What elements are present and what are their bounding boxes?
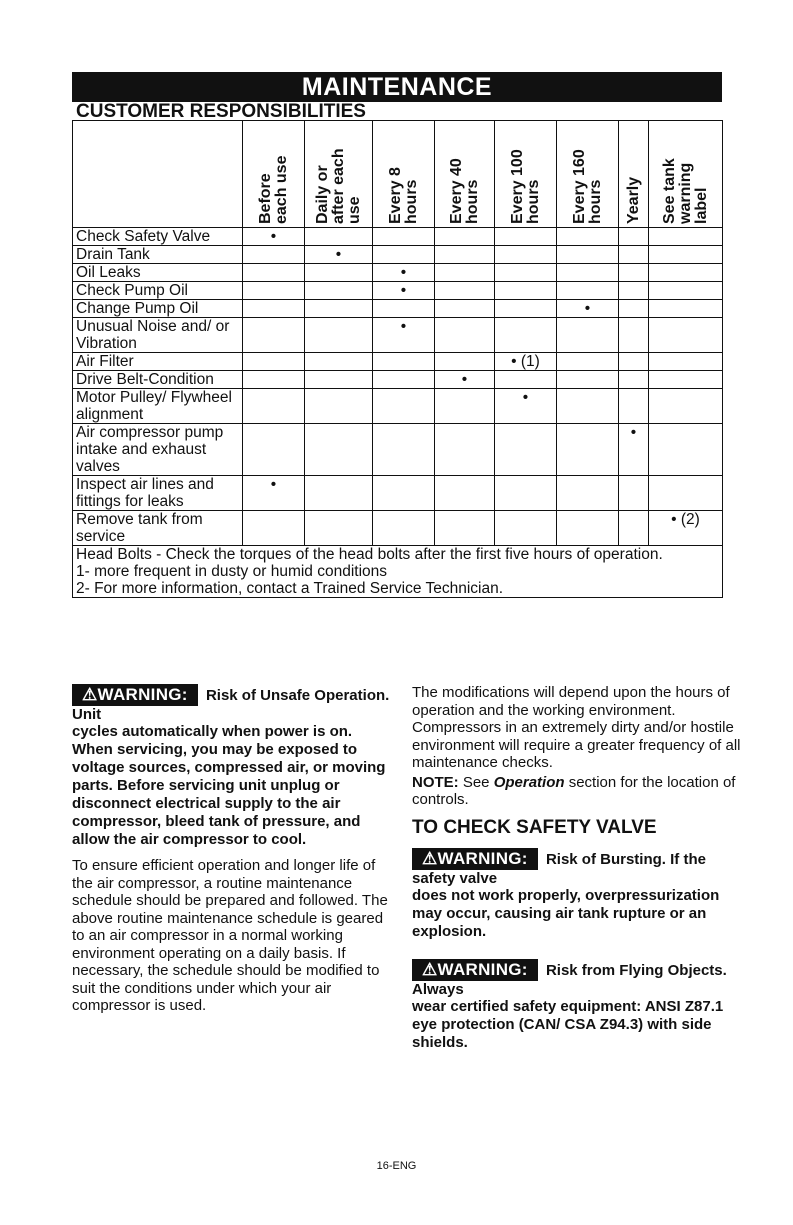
schedule-mark (649, 371, 723, 389)
schedule-mark (619, 511, 649, 546)
schedule-mark (557, 476, 619, 511)
schedule-mark (435, 282, 495, 300)
table-row (73, 389, 723, 424)
schedule-mark: • (1) (495, 353, 557, 371)
schedule-mark (649, 228, 723, 246)
schedule-mark (557, 318, 619, 353)
schedule-mark (649, 476, 723, 511)
right-column (412, 684, 742, 1052)
schedule-mark (619, 476, 649, 511)
schedule-mark: • (305, 246, 373, 264)
warning-bursting-body: does not work properly, overpressurization may occur, causing air tank rupture or an explosion. (412, 887, 720, 940)
table-row (73, 300, 723, 318)
table-row (73, 318, 723, 353)
schedule-mark (495, 371, 557, 389)
schedule-mark (373, 424, 435, 476)
schedule-mark (495, 476, 557, 511)
schedule-mark (305, 476, 373, 511)
schedule-mark (649, 264, 723, 282)
task-cell: Unusual Noise and/ or Vibration (73, 318, 243, 353)
schedule-mark (305, 264, 373, 282)
schedule-mark (495, 264, 557, 282)
warning-badge: ⚠WARNING: (412, 959, 538, 981)
schedule-mark (557, 282, 619, 300)
operation-link: Operation (493, 773, 565, 791)
schedule-mark (305, 300, 373, 318)
task-cell: Check Safety Valve (73, 228, 243, 246)
schedule-mark (649, 318, 723, 353)
schedule-mark (373, 228, 435, 246)
schedule-mark (305, 389, 373, 424)
task-cell: Remove tank from service (73, 511, 243, 546)
column-header (619, 121, 649, 228)
task-cell: Drive Belt-Condition (73, 371, 243, 389)
schedule-mark (435, 353, 495, 371)
column-header (305, 121, 373, 228)
schedule-mark (435, 246, 495, 264)
left-column (72, 684, 392, 1015)
schedule-mark (495, 318, 557, 353)
table-row (73, 511, 723, 546)
schedule-mark (557, 511, 619, 546)
schedule-mark (305, 282, 373, 300)
column-header (435, 121, 495, 228)
warning-flying-objects-body: wear certified safety equipment: ANSI Z87.1 eye protection (CAN/ CSA Z94.3) with side shields. (412, 998, 724, 1051)
warning-unsafe-operation-body: cycles automatically when power is on. When servicing, you may be exposed to voltage sources, compressed air, or moving parts. Before servicing unit unplug or disconnect electrical supply to the air compressor, bleed tank of pressure, and allow the air compressor to cool. (72, 723, 386, 848)
table-note-row (73, 580, 723, 598)
modifications-paragraph: The modifications will depend upon the hours of operation and the working environment. Compressors in an extremely dirty and/or hostile environment will require a greater frequency of all maintenance checks. (412, 684, 741, 771)
schedule-mark (243, 353, 305, 371)
note-pre: See (458, 773, 494, 791)
schedule-mark (243, 246, 305, 264)
column-header-label: Every 40 hours (447, 158, 481, 224)
schedule-mark (305, 228, 373, 246)
section-subtitle: CUSTOMER RESPONSIBILITIES (76, 101, 366, 122)
column-header (243, 121, 305, 228)
column-header-label: Before each use (256, 155, 290, 224)
note-label: NOTE: (412, 773, 459, 791)
schedule-mark (435, 476, 495, 511)
schedule-mark (619, 353, 649, 371)
schedule-mark (495, 424, 557, 476)
schedule-mark (243, 389, 305, 424)
schedule-mark (243, 371, 305, 389)
schedule-mark (619, 300, 649, 318)
schedule-mark (495, 246, 557, 264)
schedule-mark (373, 476, 435, 511)
table-row (73, 476, 723, 511)
schedule-mark (649, 282, 723, 300)
schedule-mark (373, 353, 435, 371)
schedule-mark: • (243, 476, 305, 511)
task-cell: Air compressor pump intake and exhaust valves (73, 424, 243, 476)
column-header (557, 121, 619, 228)
schedule-header-row (73, 121, 723, 228)
column-header-label: Every 8 hours (386, 167, 420, 224)
schedule-mark (649, 300, 723, 318)
note-post: section for the location of controls. (412, 773, 736, 808)
table-row (73, 282, 723, 300)
schedule-mark (305, 318, 373, 353)
schedule-mark (435, 318, 495, 353)
schedule-mark (435, 511, 495, 546)
schedule-mark (243, 424, 305, 476)
schedule-mark (435, 264, 495, 282)
maintenance-paragraph: To ensure efficient operation and longer life of the air compressor, a routine maintenance schedule should be prepared and followed. The above routine maintenance schedule is geared to an air compressor in a normal working environment operating on a daily basis. If necessary, the schedule should be modified to suit the conditions under which your air compressor is used. (72, 857, 388, 1014)
warning-badge: ⚠WARNING: (412, 848, 538, 870)
table-note-row (73, 546, 723, 564)
schedule-mark (373, 371, 435, 389)
schedule-mark (649, 353, 723, 371)
schedule-mark: • (373, 318, 435, 353)
maintenance-banner: MAINTENANCE (72, 72, 722, 102)
schedule-mark: • (557, 300, 619, 318)
schedule-mark: • (2) (649, 511, 723, 546)
schedule-mark (619, 246, 649, 264)
column-header-label: Daily or after each use (313, 148, 363, 224)
schedule-mark (373, 389, 435, 424)
task-cell: Air Filter (73, 353, 243, 371)
warning-bursting-head: Risk of Bursting. If the safety valve (412, 851, 706, 887)
column-header (649, 121, 723, 228)
schedule-mark (619, 264, 649, 282)
column-header-label: Yearly (624, 176, 642, 224)
schedule-mark (243, 511, 305, 546)
schedule-mark: • (495, 389, 557, 424)
task-cell: Inspect air lines and fittings for leaks (73, 476, 243, 511)
schedule-mark (435, 389, 495, 424)
table-note: 2- For more information, contact a Trained Service Technician. (73, 580, 723, 598)
schedule-mark (557, 246, 619, 264)
schedule-mark (435, 424, 495, 476)
schedule-mark (557, 264, 619, 282)
task-cell: Oil Leaks (73, 264, 243, 282)
schedule-mark (619, 282, 649, 300)
schedule-mark (649, 389, 723, 424)
column-header-label: Every 100 hours (508, 149, 542, 224)
task-cell: Change Pump Oil (73, 300, 243, 318)
schedule-mark (495, 282, 557, 300)
schedule-mark (305, 353, 373, 371)
schedule-mark (373, 511, 435, 546)
column-header (495, 121, 557, 228)
schedule-mark (495, 511, 557, 546)
column-header-label: Every 160 hours (570, 149, 604, 224)
table-row (73, 246, 723, 264)
schedule-mark (305, 371, 373, 389)
schedule-mark (243, 282, 305, 300)
column-header-label: See tank warning label (660, 158, 710, 224)
task-cell: Motor Pulley/ Flywheel alignment (73, 389, 243, 424)
schedule-mark (557, 228, 619, 246)
schedule-mark (619, 228, 649, 246)
table-row (73, 424, 723, 476)
table-row (73, 228, 723, 246)
warning-flying-objects-head: Risk from Flying Objects. Always (412, 962, 727, 998)
task-cell: Drain Tank (73, 246, 243, 264)
schedule-mark: • (243, 228, 305, 246)
schedule-mark (619, 389, 649, 424)
table-note-row (73, 563, 723, 580)
schedule-mark (649, 246, 723, 264)
schedule-mark (243, 318, 305, 353)
schedule-mark (373, 300, 435, 318)
warning-unsafe-operation-head: Risk of Unsafe Operation. Unit (72, 687, 390, 723)
schedule-mark (495, 300, 557, 318)
page-number: 16-ENG (376, 1160, 417, 1172)
schedule-mark (243, 300, 305, 318)
table-row (73, 264, 723, 282)
schedule-mark (495, 228, 557, 246)
schedule-mark: • (435, 371, 495, 389)
table-row (73, 371, 723, 389)
schedule-mark (373, 246, 435, 264)
schedule-mark (243, 264, 305, 282)
schedule-mark (557, 371, 619, 389)
schedule-mark (619, 318, 649, 353)
schedule-mark (435, 228, 495, 246)
table-note: 1- more frequent in dusty or humid conditions (73, 563, 723, 580)
schedule-mark: • (619, 424, 649, 476)
check-safety-valve-title: TO CHECK SAFETY VALVE (412, 816, 657, 838)
schedule-mark: • (373, 264, 435, 282)
schedule-mark (557, 353, 619, 371)
schedule-mark (305, 511, 373, 546)
schedule-mark (435, 300, 495, 318)
schedule-mark: • (373, 282, 435, 300)
schedule-mark (557, 389, 619, 424)
schedule-mark (649, 424, 723, 476)
schedule-mark (557, 424, 619, 476)
column-header (373, 121, 435, 228)
header-blank-cell (73, 121, 243, 228)
table-row (73, 353, 723, 371)
warning-badge: ⚠WARNING: (72, 684, 198, 706)
table-note: Head Bolts - Check the torques of the head bolts after the first five hours of operation. (73, 546, 723, 564)
schedule-mark (619, 371, 649, 389)
task-cell: Check Pump Oil (73, 282, 243, 300)
maintenance-schedule-table (72, 120, 723, 598)
schedule-mark (305, 424, 373, 476)
